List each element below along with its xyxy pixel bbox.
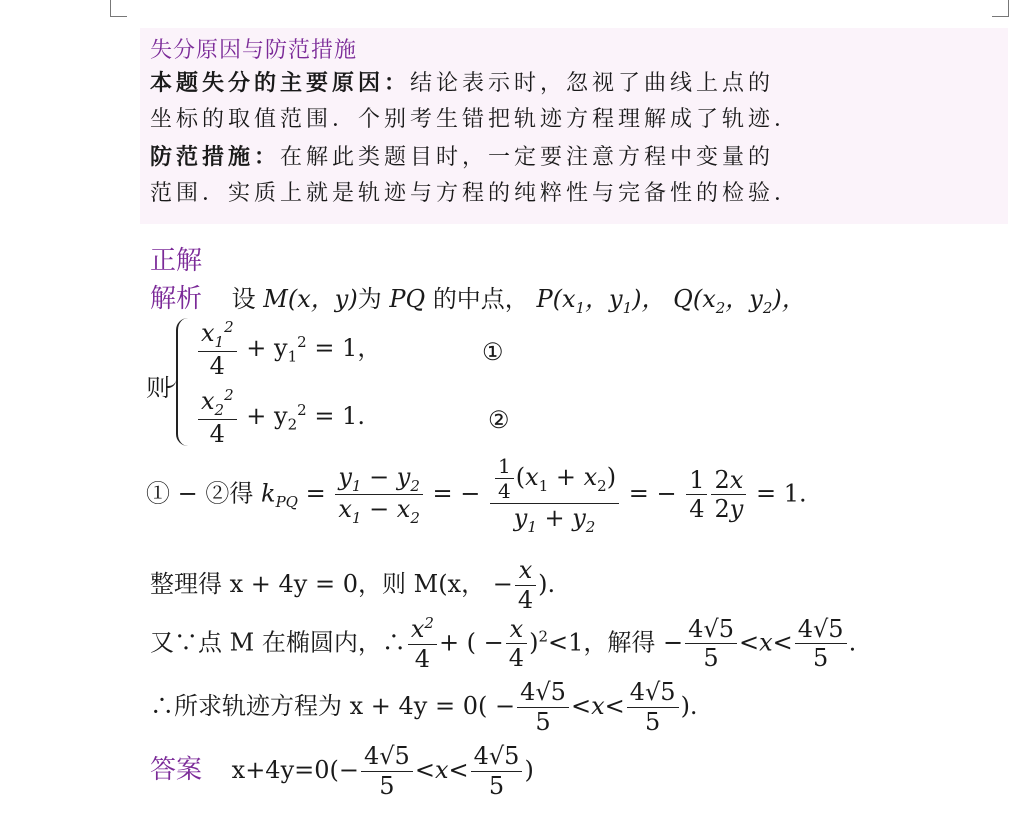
reason-line-2: 坐标的取值范围．个别考生错把轨迹方程理解成了轨迹． — [150, 107, 801, 132]
trajectory-lower-fraction: $\frac{4√5}{5}$ — [517, 678, 569, 737]
answer-line: 答案 x+4y=0(− $\frac{4√5}{5}$ <x< $\frac{4√5}{5}$ ) — [150, 742, 534, 800]
upper-bound-fraction: $\frac{4√5}{5}$ — [795, 615, 847, 674]
crop-mark-right — [992, 0, 1009, 17]
equation-1: $\frac{x_1^2}{4}$ + $y_1^2 = 1$， — [196, 318, 381, 381]
section-title-error-analysis: 失分原因与防范措施 — [150, 38, 358, 63]
equation-2-marker: ② — [488, 406, 510, 434]
slope-fraction-4: $\frac{2x}{2y}$ — [711, 466, 746, 525]
eq2-fraction: $\frac{x_2^2}{4}$ — [198, 386, 237, 449]
equation-2: $\frac{x_2^2}{4}$ + $y_2^2 = 1$. — [196, 386, 365, 449]
reason-line-1 — [150, 66, 774, 97]
trajectory-upper-fraction: $\frac{4√5}{5}$ — [627, 678, 679, 737]
measure-line-1 — [150, 140, 774, 171]
jiexi-label: 解析 — [150, 284, 203, 314]
measure-line-2: 范围．实质上就是轨迹与方程的纯粹性与完备性的检验． — [150, 181, 801, 206]
equation-1-marker: ① — [482, 338, 504, 366]
crop-mark-left — [110, 0, 127, 17]
step-result: = 1. — [755, 479, 807, 508]
measure-label: 防范措施： — [150, 145, 281, 170]
lower-bound-fraction: $\frac{4√5}{5}$ — [685, 615, 737, 674]
solution-intro-line — [150, 278, 806, 317]
section-title-correct-solution: 正解 — [150, 246, 203, 276]
midpoint-y-fraction: $\frac{x}{4}$ — [515, 556, 536, 615]
slope-fraction-1: $\frac{y_1 - y_2}{x_1 - x_2}$ — [335, 463, 423, 528]
slope-derivation: ① − ②得 $k_{PQ}$ = $\frac{y_1 - y_2}{x_1 - x_2}$ = − $\frac{1}{4}$ $(x_1 + x_2)$ $y_1 + y_2$ = − $\frac{1}{4}$ $\frac{2x}{2y}$ = 1. — [146, 454, 807, 536]
inside-ellipse-line: 又∵点 M 在椭圆内，∴ $\frac{x^2}{4}$ + ( − $\frac{x}{4}$ )$^2$<1，解得 − $\frac{4√5}{5}$ <x< $\frac{4√5}{5}$ . — [150, 614, 857, 673]
intro-she: 设 — [231, 285, 256, 313]
intro-p-point: $P(x_1$，$y_1$)， — [536, 285, 666, 317]
answer-lower-fraction: $\frac{4√5}{5}$ — [361, 742, 413, 801]
intro-m-point: M(x，y) — [263, 285, 358, 313]
trajectory-equation-line: ∴所求轨迹方程为 x + 4y = 0( − $\frac{4√5}{5}$ <x< $\frac{4√5}{5}$ ). — [150, 678, 698, 736]
system-brace — [176, 318, 192, 446]
intro-q-point: $Q(x_2$，$y_2$)， — [673, 285, 806, 317]
inequality-fraction-2: $\frac{x}{4}$ — [506, 615, 527, 674]
slope-fraction-3: $\frac{1}{4}$ — [686, 466, 707, 525]
inequality-fraction-1: $\frac{x^2}{4}$ — [408, 614, 437, 674]
measure-text-1: 在解此类题目时，一定要注意方程中变量的 — [280, 145, 775, 170]
reason-label: 本题失分的主要原因： — [150, 71, 411, 96]
intro-wei: 为 — [357, 285, 382, 313]
eq1-fraction: $\frac{x_1^2}{4}$ — [198, 318, 237, 381]
step-prefix: ① − ②得 — [146, 479, 254, 508]
arrange-line: 整理得 x + 4y = 0，则 M(x， − $\frac{x}{4}$ ). — [150, 556, 556, 614]
reason-text-1: 结论表示时，忽视了曲线上点的 — [410, 71, 775, 96]
ze-label: 则 — [146, 374, 170, 402]
answer-label: 答案 — [150, 754, 203, 785]
intro-midpoint: 的中点， — [432, 285, 529, 313]
answer-upper-fraction: $\frac{4√5}{5}$ — [471, 742, 523, 801]
slope-fraction-2: $\frac{1}{4}$ $(x_1 + x_2)$ $y_1 + y_2$ — [490, 454, 619, 536]
intro-pq: PQ — [389, 285, 426, 313]
